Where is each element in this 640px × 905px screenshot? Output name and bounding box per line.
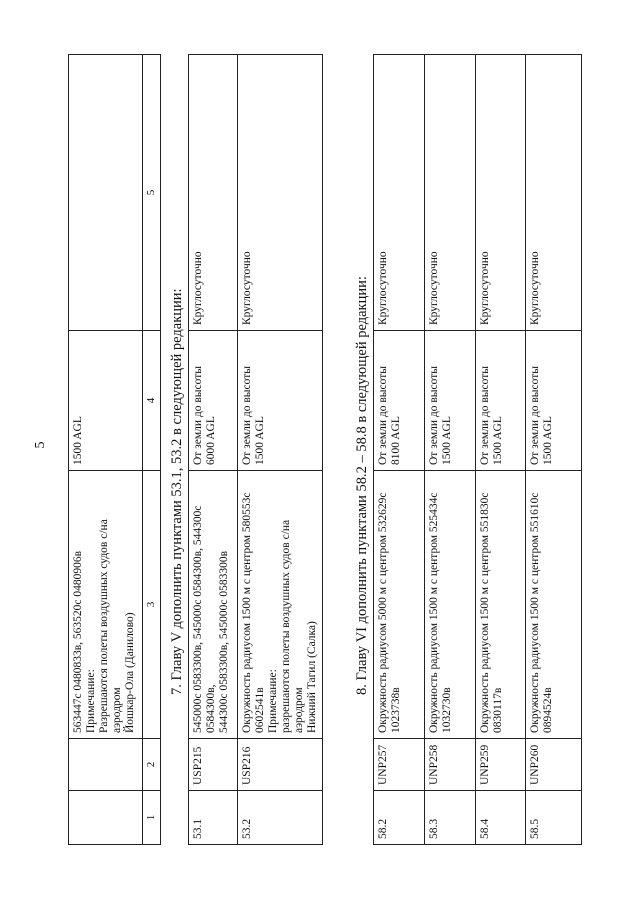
cell-code: UNP257: [374, 739, 425, 791]
cell-description: [189, 471, 238, 739]
column-number: 2: [143, 739, 161, 791]
desc-line: Нижний Тагил (Салка): [306, 621, 318, 733]
cell-num: 53.2: [238, 791, 323, 845]
height-line: От земли до высоты: [428, 366, 440, 465]
cell-code: [69, 739, 143, 791]
height-line: От земли до высоты: [529, 366, 541, 465]
desc-line: Примечание:: [85, 669, 97, 733]
table-header-numbers: [143, 55, 161, 845]
table-continuation: [68, 54, 161, 845]
desc-line: 563447с 0480833в, 563520с 0480906в: [72, 550, 84, 733]
desc-line: 544300с 0583300в, 545000с 0583300в: [218, 550, 230, 733]
desc-line: 1023738в: [390, 687, 402, 733]
cell-height: [526, 331, 582, 471]
section8-heading: 8. Главу VI дополнить пунктами 58.2 – 58.8 в следующей редакции:: [354, 276, 370, 695]
desc-line: 0894524в: [542, 687, 554, 733]
desc-line: Примечание:: [267, 669, 279, 733]
cell-time: Круглосуточно: [374, 55, 425, 331]
table-row: [238, 55, 323, 845]
desc-line: Разрешаются полеты воздушных судов с/на аэродром: [98, 519, 123, 733]
table-section8: [373, 54, 582, 845]
cell-description: [374, 471, 425, 739]
desc-line: 0830117в: [492, 687, 504, 733]
cell-num: 58.3: [425, 791, 476, 845]
desc-line: Йошкар-Ола (Данилово): [124, 612, 136, 733]
table-row: [526, 55, 582, 845]
desc-line: Окружность радиусом 1500 м с центром 551830с: [479, 492, 491, 733]
column-number: 5: [143, 55, 161, 331]
desc-line: Окружность радиусом 1500 м с центром 580553с: [241, 492, 253, 733]
cell-height: [238, 331, 323, 471]
height-line: От земли до высоты: [241, 366, 253, 465]
cell-description: [526, 471, 582, 739]
cell-code: USP215: [189, 739, 238, 791]
height-line: От земли до высоты: [377, 366, 389, 465]
cell-time: Круглосуточно: [425, 55, 476, 331]
cell-num: 58.5: [526, 791, 582, 845]
cell-num: 58.2: [374, 791, 425, 845]
height-line: 8100 AGL: [390, 416, 402, 465]
desc-line: Окружность радиусом 5000 м с центром 532629с: [377, 492, 389, 733]
column-number: 1: [143, 791, 161, 845]
height-line: 1500 AGL: [542, 416, 554, 465]
cell-num: 58.4: [476, 791, 526, 845]
desc-line: разрешаются полеты воздушных судов с/на аэродром: [280, 519, 305, 733]
page-number: 5: [33, 441, 48, 449]
table-row: [374, 55, 425, 845]
height-line: От земли до высоты: [479, 366, 491, 465]
cell-description: [476, 471, 526, 739]
cell-code: UNP258: [425, 739, 476, 791]
height-line: 1500 AGL: [492, 416, 504, 465]
height-line: 6000 AGL: [205, 416, 217, 465]
desc-line: 1032730в: [441, 687, 453, 733]
cell-code: UNP259: [476, 739, 526, 791]
cell-time: [69, 55, 143, 331]
cell-code: USP216: [238, 739, 323, 791]
table-section7: [188, 54, 323, 845]
table-row: [189, 55, 238, 845]
cell-time: Круглосуточно: [526, 55, 582, 331]
cell-height: [374, 331, 425, 471]
cell-description: [69, 471, 143, 739]
cell-time: Круглосуточно: [189, 55, 238, 331]
cell-time: Круглосуточно: [476, 55, 526, 331]
table-row: [476, 55, 526, 845]
cell-height: [425, 331, 476, 471]
cell-description: [425, 471, 476, 739]
cell-num: 53.1: [189, 791, 238, 845]
cell-num: [69, 791, 143, 845]
column-number: 4: [143, 331, 161, 471]
cell-code: UNP260: [526, 739, 582, 791]
section7-heading: 7. Главу V дополнить пунктами 53.1, 53.2 в следующей редакции:: [169, 288, 185, 695]
cell-height: 1500 AGL: [69, 331, 143, 471]
cell-time: Круглосуточно: [238, 55, 323, 331]
cell-height: [476, 331, 526, 471]
desc-line: 545000с 0583300в, 545000с 0584300в, 544300с 0584300в,: [192, 505, 217, 733]
cell-description: [238, 471, 323, 739]
cell-height: [189, 331, 238, 471]
table-row: [425, 55, 476, 845]
height-line: 1500 AGL: [254, 416, 266, 465]
desc-line: 0602541в: [254, 687, 266, 733]
rotated-page-content: [30, 15, 610, 875]
height-line: 1500 AGL: [441, 416, 453, 465]
desc-line: Окружность радиусом 1500 м с центром 551610с: [529, 492, 541, 733]
table-row: [69, 55, 143, 845]
height-line: От земли до высоты: [192, 366, 204, 465]
column-number: 3: [143, 471, 161, 739]
desc-line: Окружность радиусом 1500 м с центром 525434с: [428, 492, 440, 733]
